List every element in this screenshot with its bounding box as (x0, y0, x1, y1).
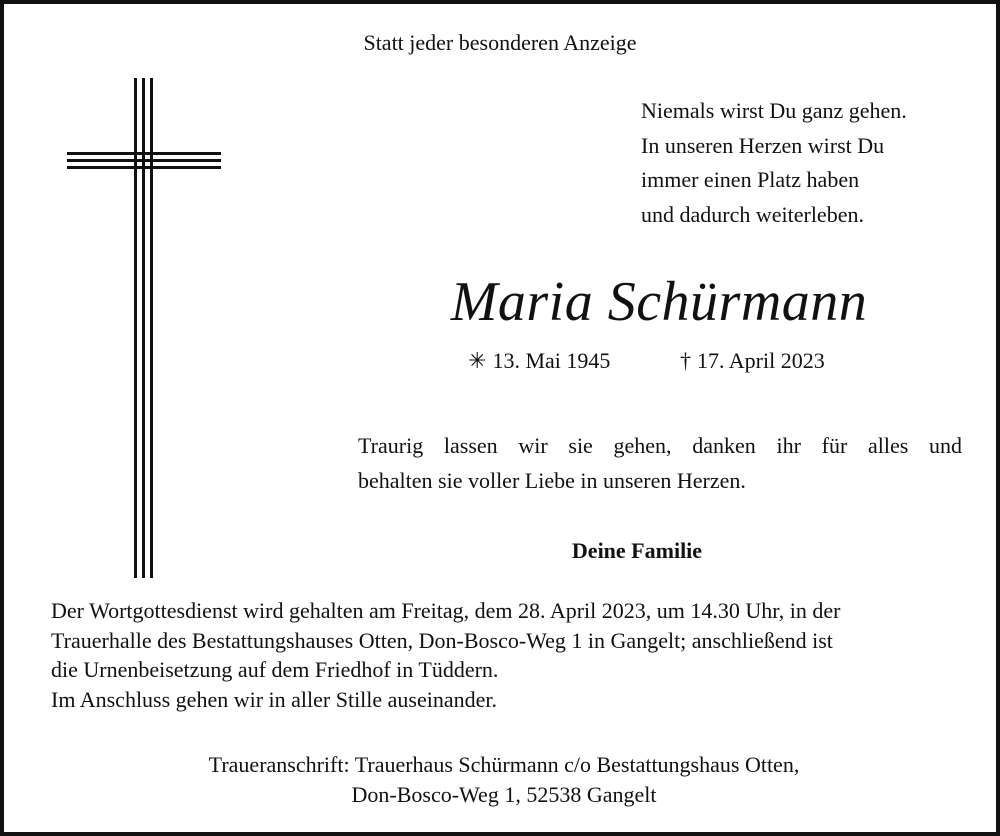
poem-line: und dadurch weiterleben. (641, 201, 864, 227)
birth-star-icon: ✳ (468, 348, 487, 373)
poem (641, 94, 907, 232)
birth-date-text: 13. Mai 1945 (492, 348, 611, 373)
death-cross-icon: † (680, 348, 691, 373)
poem-line: Niemals wirst Du ganz gehen. (641, 98, 907, 123)
deceased-name: Maria Schürmann (450, 271, 868, 333)
address-line: Don-Bosco-Weg 1, 52538 Gangelt (351, 782, 657, 807)
mourning-address (4, 750, 1000, 810)
service-line: die Urnenbeisetzung auf dem Friedhof in Tüddern. (51, 657, 499, 682)
signature: Deine Familie (571, 538, 703, 563)
poem-line: In unseren Herzen wirst Du (641, 132, 885, 158)
death-date (680, 348, 825, 374)
header-line: Statt jeder besonderen Anzeige (363, 30, 637, 55)
mourning-line: behalten sie voller Liebe in unseren Herzen. (358, 468, 746, 493)
service-line: Der Wortgottesdienst wird gehalten am Freitag, dem 28. April 2023, um 14.30 Uhr, in der (51, 598, 841, 623)
mourning-text (358, 428, 962, 498)
address-line: Traueranschrift: Trauerhaus Schürmann c/o Bestattungshaus Otten, (208, 752, 800, 777)
death-date-text: 17. April 2023 (697, 348, 825, 373)
birth-date (468, 348, 610, 374)
service-info (51, 596, 840, 714)
service-line: Trauerhalle des Bestattungshauses Otten, Don-Bosco-Weg 1 in Gangelt; anschließend ist (51, 627, 833, 653)
poem-line: immer einen Platz haben (641, 167, 860, 192)
mourning-line: Traurig lassen wir sie gehen, danken ihr für alles und (358, 433, 962, 458)
service-line: Im Anschluss gehen wir in aller Stille auseinander. (51, 686, 498, 712)
